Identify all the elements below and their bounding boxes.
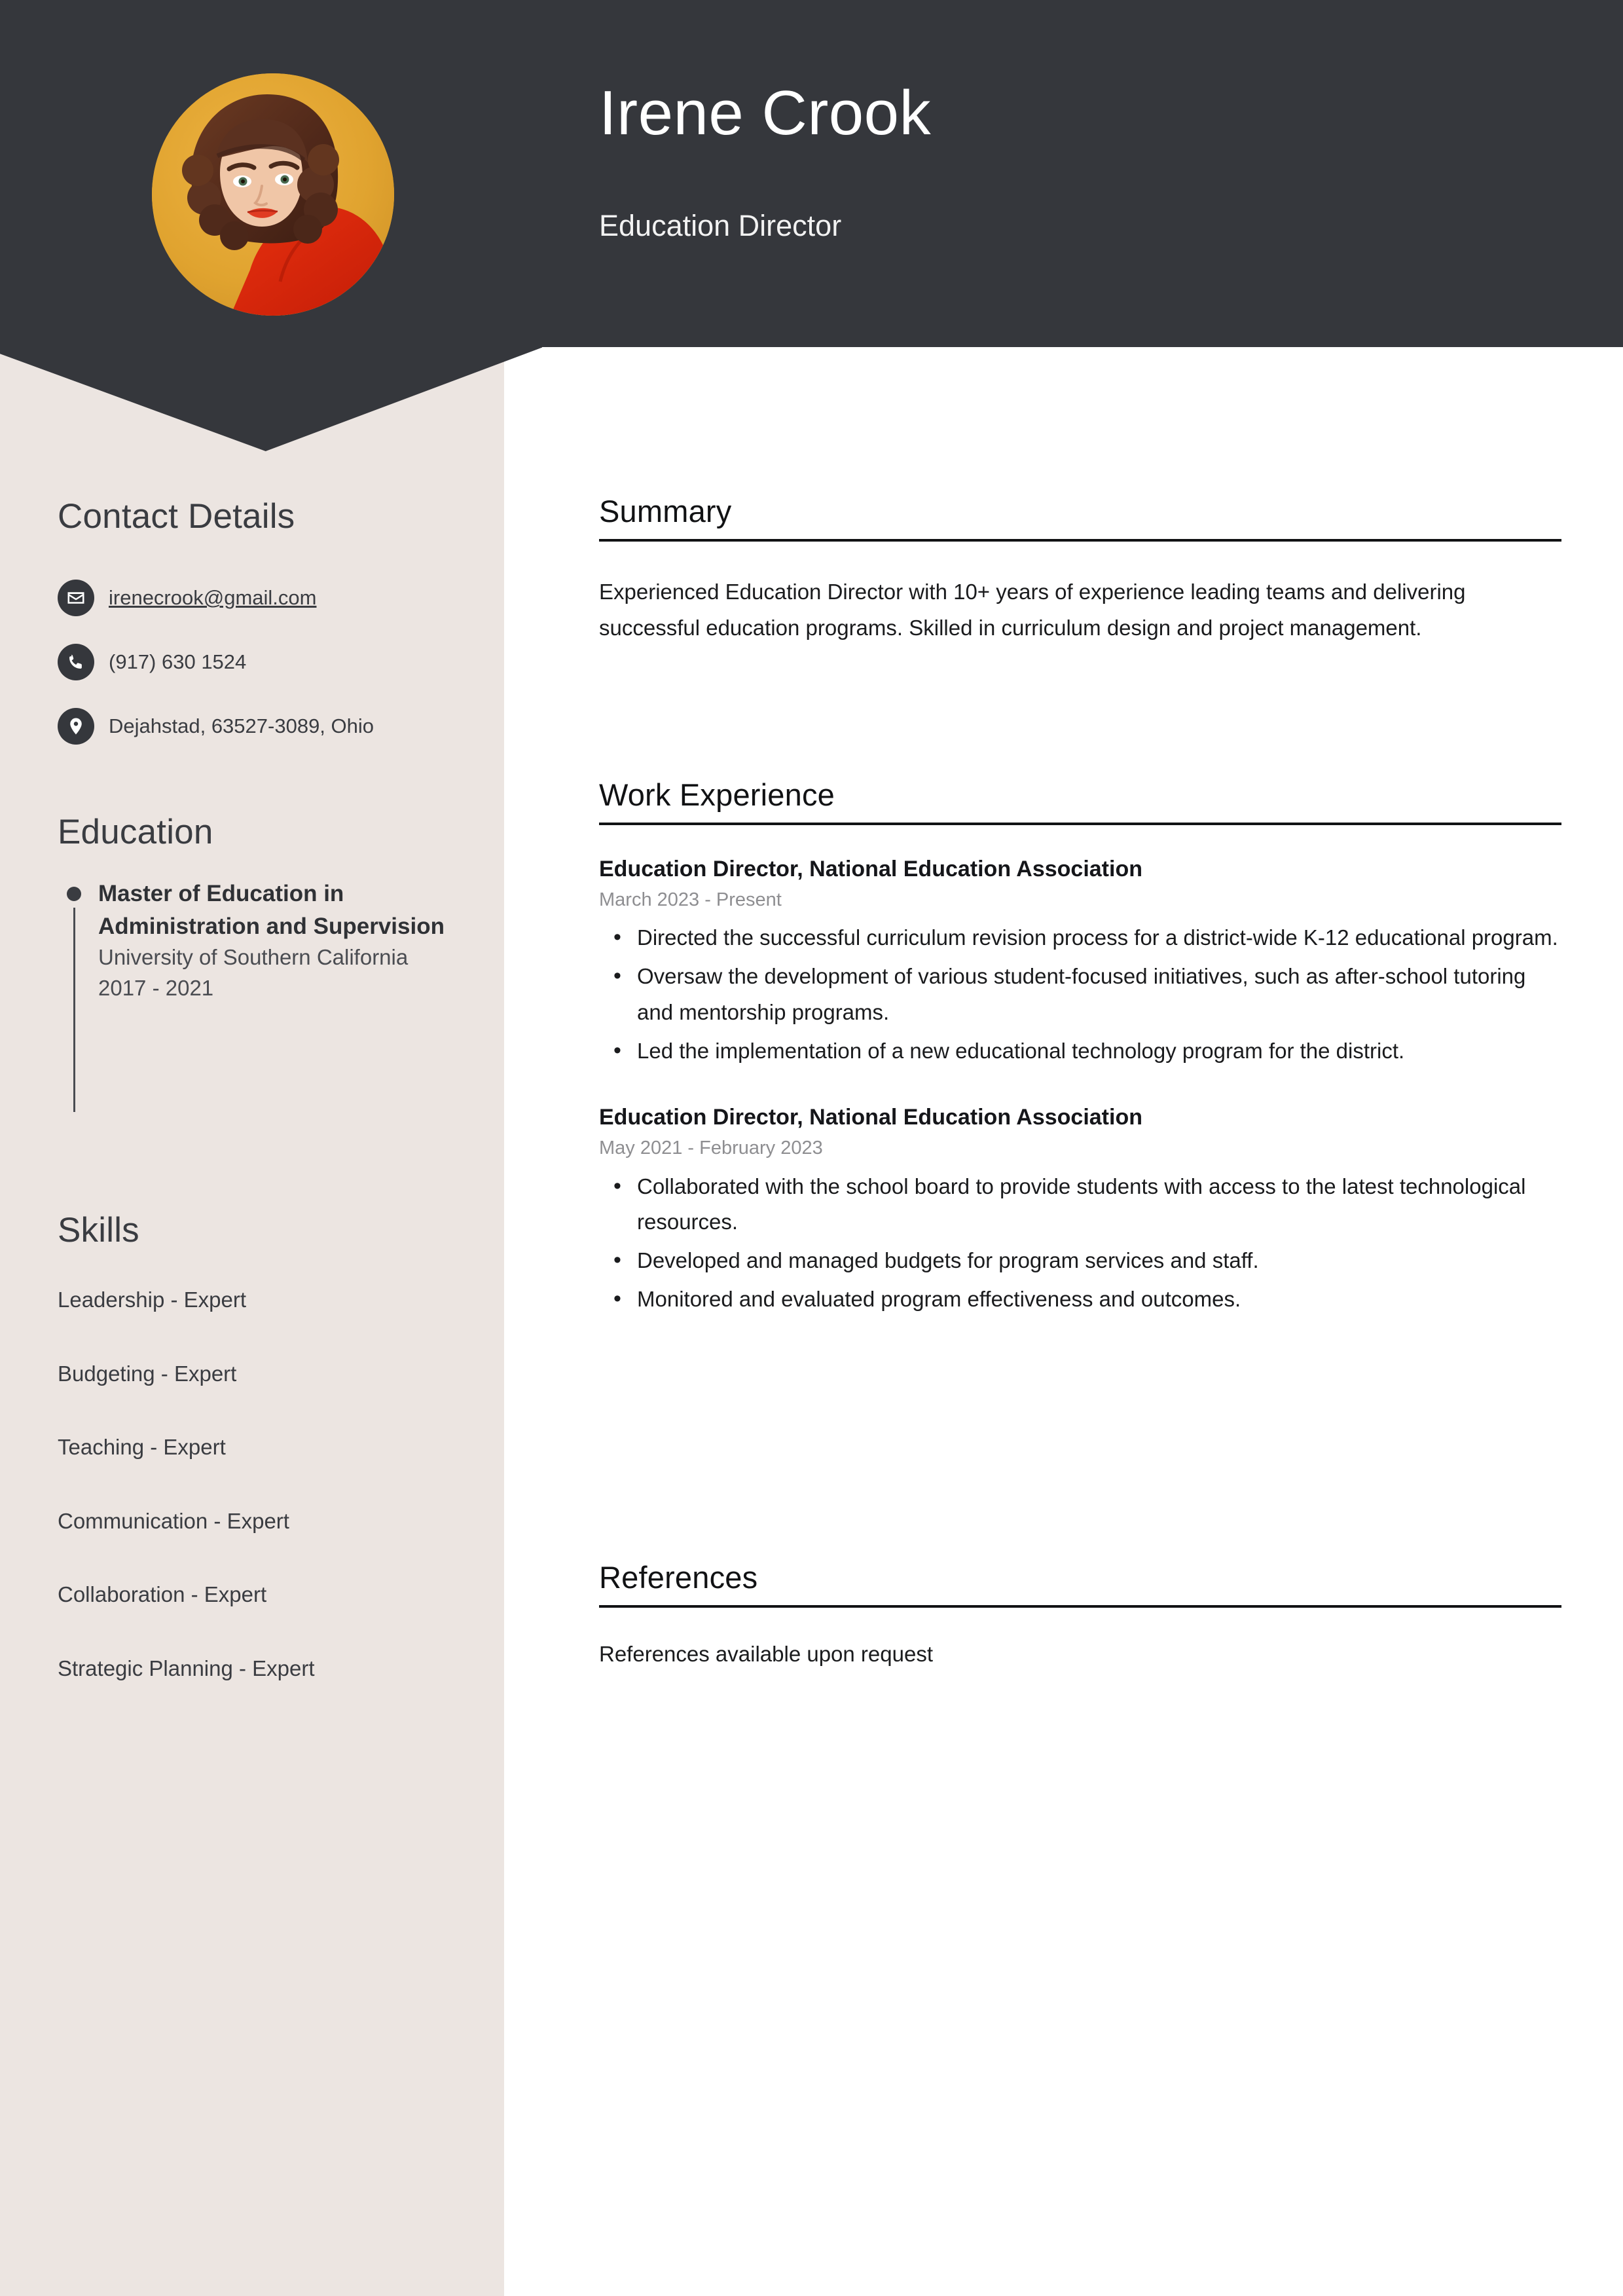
skill-item: Collaboration - Expert bbox=[58, 1582, 267, 1607]
work-experience-heading: Work Experience bbox=[599, 778, 1561, 825]
skill-item: Teaching - Expert bbox=[58, 1435, 226, 1460]
job-entry bbox=[599, 1103, 1561, 1317]
phone-icon bbox=[58, 644, 94, 680]
education-timeline-line bbox=[73, 908, 75, 1112]
education-degree: Master of Education in Administration and Supervision bbox=[98, 881, 445, 939]
contact-item-phone[interactable] bbox=[58, 644, 490, 680]
job-bullet: • Developed and managed budgets for program services and staff. bbox=[599, 1243, 1561, 1279]
skill-item: Communication - Expert bbox=[58, 1508, 289, 1533]
job-title: Education Director, National Education Association bbox=[599, 1105, 1142, 1130]
contact-list bbox=[58, 580, 490, 772]
job-entry bbox=[599, 855, 1561, 1069]
work-experience-list bbox=[599, 855, 1561, 1352]
skills-list bbox=[58, 1287, 490, 1730]
contact-address-value: Dejahstad, 63527-3089, Ohio bbox=[109, 714, 374, 738]
skill-item: Leadership - Expert bbox=[58, 1287, 246, 1312]
education-dates: 2017 - 2021 bbox=[98, 976, 214, 1001]
map-pin-icon bbox=[58, 708, 94, 745]
job-title: Education Director, National Education Association bbox=[599, 857, 1142, 881]
job-bullet-list bbox=[599, 920, 1561, 1069]
education-entry bbox=[58, 878, 477, 1004]
avatar bbox=[152, 73, 394, 316]
skills-heading: Skills bbox=[58, 1211, 139, 1250]
contact-item-address[interactable] bbox=[58, 708, 490, 745]
references-heading: References bbox=[599, 1561, 1561, 1608]
summary-heading: Summary bbox=[599, 494, 1561, 542]
job-bullet: • Collaborated with the school board to provide students with access to the latest technological resources. bbox=[599, 1169, 1561, 1241]
job-bullet: • Oversaw the development of various student-focused initiatives, such as after-school tutoring and mentorship programs. bbox=[599, 959, 1561, 1031]
skill-item: Strategic Planning - Expert bbox=[58, 1656, 315, 1680]
job-bullet: • Monitored and evaluated program effectiveness and outcomes. bbox=[599, 1282, 1561, 1318]
job-dates: May 2021 - February 2023 bbox=[599, 1138, 823, 1159]
education-school: University of Southern California bbox=[98, 945, 409, 970]
education-bullet-dot bbox=[67, 887, 81, 901]
job-dates: March 2023 - Present bbox=[599, 889, 782, 910]
contact-details-heading: Contact Details bbox=[58, 497, 295, 536]
education-heading: Education bbox=[58, 813, 213, 851]
summary-body: Experienced Education Director with 10+ years of experience leading teams and delivering successful education programs. Skilled in curriculum design and project management. bbox=[599, 580, 1466, 640]
job-bullet: • Led the implementation of a new educational technology program for the district. bbox=[599, 1033, 1561, 1069]
candidate-name: Irene Crook bbox=[599, 78, 932, 148]
candidate-role: Education Director bbox=[599, 209, 842, 242]
contact-item-email[interactable] bbox=[58, 580, 490, 616]
contact-phone-value: (917) 630 1524 bbox=[109, 650, 247, 674]
job-bullet: • Directed the successful curriculum revision process for a district-wide K-12 educational program. bbox=[599, 920, 1561, 956]
references-body: References available upon request bbox=[599, 1642, 934, 1666]
envelope-icon bbox=[58, 580, 94, 616]
contact-email-value[interactable]: irenecrook@gmail.com bbox=[109, 586, 317, 610]
skill-item: Budgeting - Expert bbox=[58, 1361, 237, 1386]
job-bullet-list bbox=[599, 1169, 1561, 1318]
